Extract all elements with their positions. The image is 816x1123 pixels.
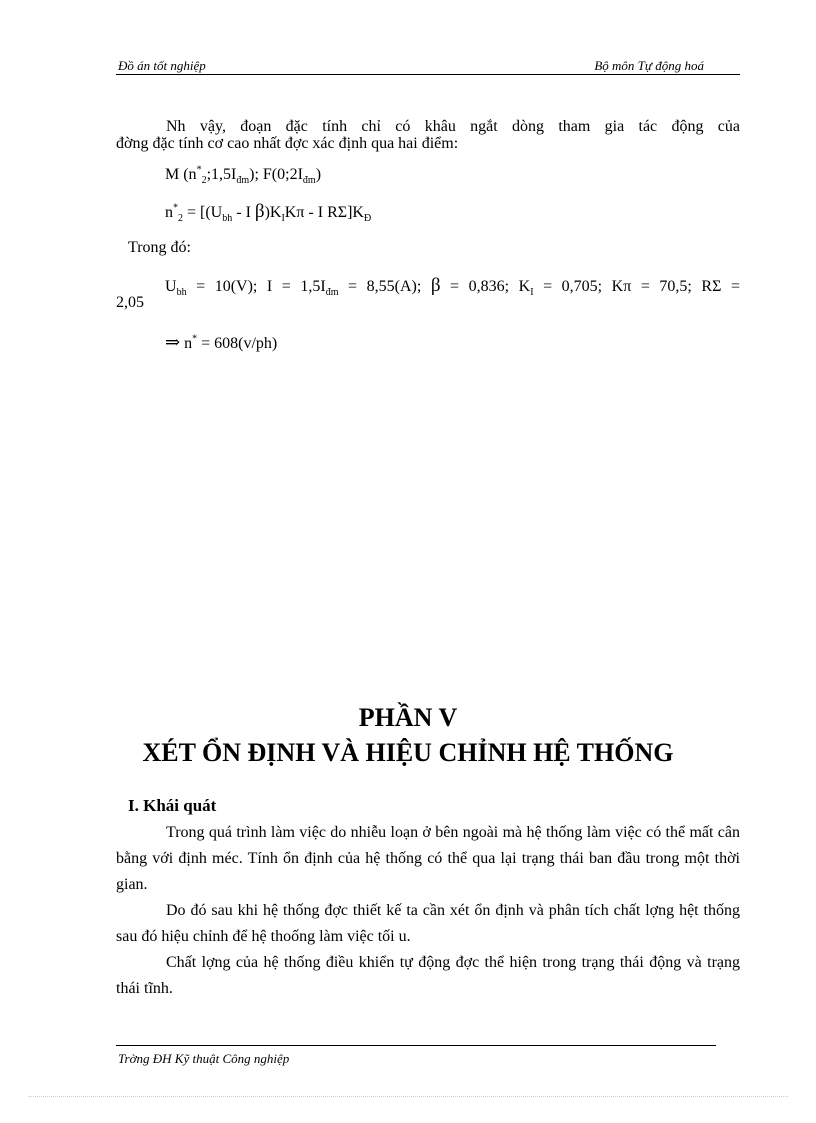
intro-line-1: Nh vậy, đoạn đặc tính chỉ có khâu ngắt dòng tham gia tác động của	[166, 118, 740, 135]
implies-arrow-icon: ⇒	[165, 332, 181, 352]
eq2-text: = [(U	[183, 204, 223, 221]
eq2-sub: bh	[222, 213, 233, 225]
intro-line-2: đờng đặc tính cơ cao nhất đợc xác định qua hai điểm:	[116, 135, 459, 152]
eq1-text: ;1,5I	[206, 166, 237, 183]
eq3-text: = 8,55(A);	[338, 278, 431, 295]
eq2-sub: Đ	[363, 213, 372, 225]
equation-values-cont: 2,05	[116, 294, 144, 311]
eq4-star: *	[192, 333, 198, 345]
beta-symbol: β	[430, 275, 441, 296]
eq1-sub: 2	[201, 175, 207, 187]
eq1-sub: đm	[302, 175, 316, 187]
eq1-sub: đm	[236, 175, 250, 187]
header-left: Đồ án tốt nghiệp	[118, 58, 206, 73]
eq1-star: *	[196, 164, 202, 176]
eq3-text: U	[165, 278, 177, 295]
eq2-sub: 2	[178, 213, 183, 225]
page-edge-dotted-line	[28, 1096, 788, 1097]
eq3-text: = 0,836; K	[440, 278, 531, 295]
trong-do-label: Trong đó:	[128, 239, 191, 256]
beta-symbol: β	[254, 201, 265, 222]
page-header	[116, 58, 740, 75]
equation-n2	[165, 201, 372, 225]
header-right: Bộ môn Tự động hoá	[594, 58, 704, 73]
eq2-star: *	[173, 202, 178, 214]
eq2-sub: I	[281, 213, 285, 225]
eq1-text: M (n	[165, 166, 197, 183]
footer-text: Trờng ĐH Kỹ thuật Công nghiệp	[118, 1051, 290, 1066]
eq2-text: Kπ - I RΣ]K	[284, 204, 364, 221]
eq4-text: n	[180, 335, 193, 352]
eq3-text: = 0,705; Kπ = 70,5; RΣ =	[533, 278, 740, 295]
eq4-text: = 608(v/ph)	[197, 335, 278, 352]
part-subtitle: XÉT ỔN ĐỊNH VÀ HIỆU CHỈNH HỆ THỐNG	[142, 738, 674, 767]
eq3-sub: bh	[176, 287, 187, 299]
section-heading: I. Khái quát	[128, 796, 217, 815]
paragraph-3: Chất lợng của hệ thống điều khiển tự động đợc thể hiện trong trạng thái động và trạng thái tĩnh.	[116, 954, 740, 997]
eq2-text: n	[165, 204, 173, 221]
eq3-sub: I	[530, 287, 534, 299]
eq1-text: )	[315, 166, 322, 183]
eq3-sub: đm	[325, 287, 339, 299]
paragraph-2: Do đó sau khi hệ thống đợc thiết kế ta cần xét ổn định và phân tích chất lợng hệt thống sau đó hiệu chỉnh để hệ thoống làm việc tối u.	[116, 902, 740, 945]
page-footer	[116, 1045, 716, 1066]
equation-values	[165, 275, 740, 299]
eq2-text: - I	[232, 204, 255, 221]
part-title: PHẦN V	[358, 703, 458, 732]
eq3-text: = 10(V); I = 1,5I	[186, 278, 326, 295]
paragraph-1: Trong quá trình làm việc do nhiễu loạn ở bên ngoài mà hệ thống làm việc có thể mất cân bằng với định méc. Tính ổn định của hệ thống có thể qua lại trạng thái ban đầu trong một thời gian.	[116, 824, 740, 893]
equation-points	[165, 164, 322, 187]
eq2-text: )K	[264, 204, 282, 221]
equation-result	[165, 333, 277, 353]
eq1-text: ); F(0;2I	[249, 166, 303, 183]
